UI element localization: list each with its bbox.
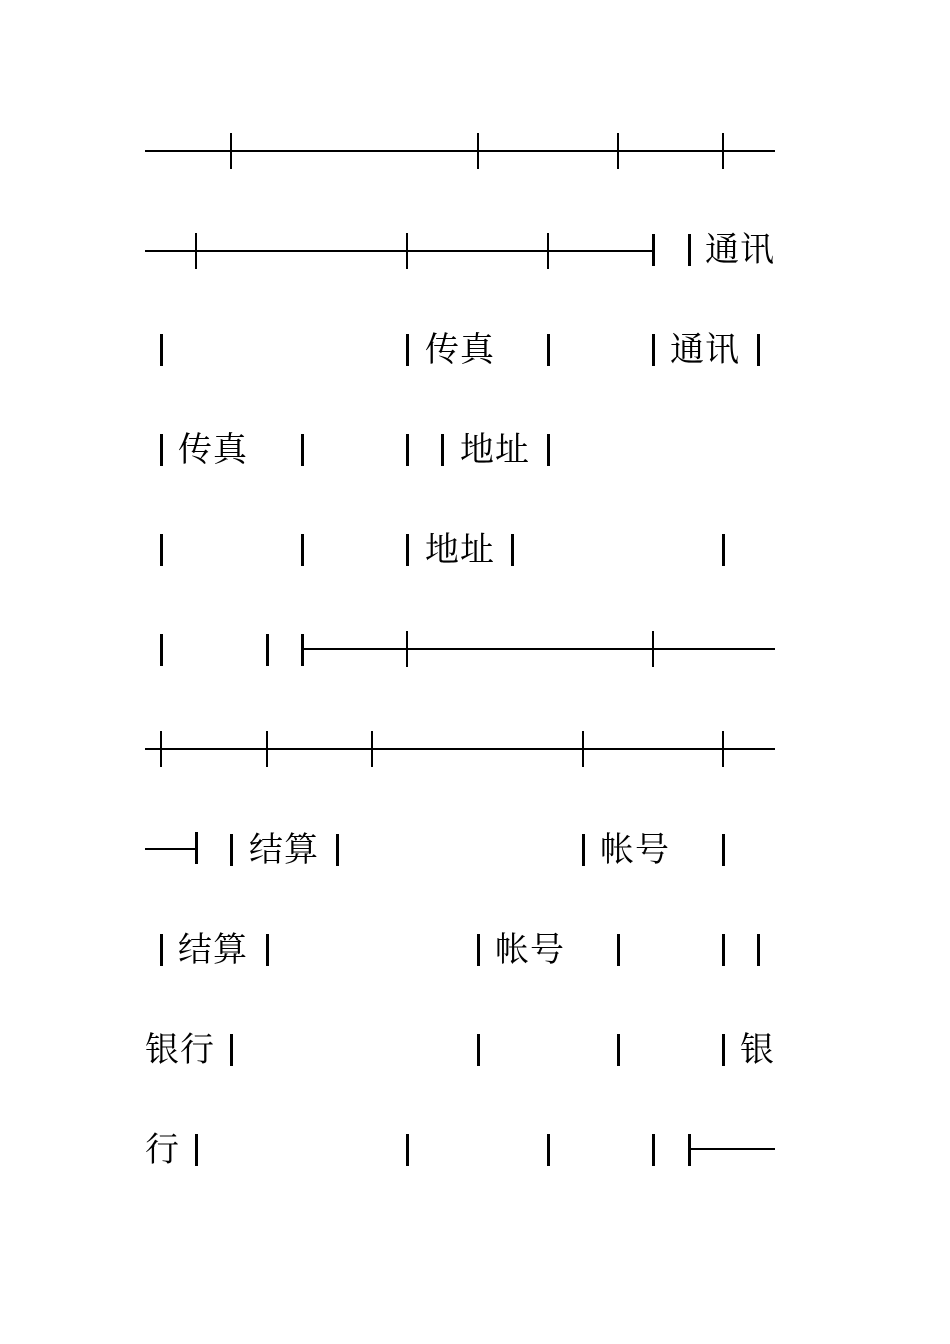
cell-border	[230, 834, 233, 866]
field-label-correspondence: 通讯	[670, 330, 740, 370]
table-rule	[145, 748, 775, 750]
cell-border	[160, 634, 163, 666]
field-label-bank-part: 银	[740, 1030, 775, 1070]
cell-border	[406, 334, 409, 366]
cell-border	[477, 934, 480, 966]
cell-border	[722, 934, 725, 966]
cell-border	[406, 1134, 409, 1166]
table-rule	[689, 1148, 775, 1150]
cell-border	[757, 934, 760, 966]
field-label-bank-part: 行	[145, 1130, 180, 1170]
field-label-settlement: 结算	[249, 830, 319, 870]
cell-border	[406, 434, 409, 466]
cell-border	[195, 832, 198, 864]
cell-border	[617, 934, 620, 966]
cell-border	[160, 334, 163, 366]
cell-border	[617, 1034, 620, 1066]
field-label-account: 帐号	[600, 830, 670, 870]
cell-border	[652, 234, 655, 266]
field-label-address: 地址	[425, 530, 495, 570]
cell-border	[477, 1034, 480, 1066]
table-rule-tick	[547, 233, 549, 269]
table-rule-tick	[230, 133, 232, 169]
cell-border	[511, 534, 514, 566]
cell-border	[301, 634, 304, 666]
cell-border	[652, 334, 655, 366]
field-label-bank: 银行	[145, 1030, 215, 1070]
table-rule-tick	[406, 233, 408, 269]
field-label-settlement: 结算	[178, 930, 248, 970]
table-rule-tick	[722, 133, 724, 169]
table-rule-tick	[266, 731, 268, 767]
table-rule	[145, 250, 653, 252]
field-label-correspondence: 通讯	[705, 230, 775, 270]
cell-border	[547, 334, 550, 366]
cell-border	[336, 834, 339, 866]
field-label-address: 地址	[460, 430, 530, 470]
table-rule	[302, 648, 775, 650]
table-rule-tick	[195, 233, 197, 269]
cell-border	[160, 934, 163, 966]
table-rule-tick	[371, 731, 373, 767]
cell-border	[688, 1134, 691, 1166]
cell-border	[722, 834, 725, 866]
cell-border	[441, 434, 444, 466]
table-rule-tick	[477, 133, 479, 169]
cell-border	[722, 1034, 725, 1066]
table-rule-tick	[582, 731, 584, 767]
cell-border	[757, 334, 760, 366]
table-rule-tick	[652, 631, 654, 667]
cell-border	[301, 534, 304, 566]
cell-border	[301, 434, 304, 466]
cell-border	[547, 434, 550, 466]
cell-border	[160, 434, 163, 466]
cell-border	[406, 534, 409, 566]
cell-border	[195, 1134, 198, 1166]
cell-border	[547, 1134, 550, 1166]
cell-border	[582, 834, 585, 866]
cell-border	[688, 234, 691, 266]
table-rule	[145, 150, 775, 152]
cell-border	[230, 1034, 233, 1066]
table-rule-tick	[160, 731, 162, 767]
table-rule-tick	[406, 631, 408, 667]
field-label-fax: 传真	[178, 430, 248, 470]
table-rule-tick	[617, 133, 619, 169]
cell-border	[652, 1134, 655, 1166]
cell-border	[160, 534, 163, 566]
table-rule-tick	[722, 731, 724, 767]
field-label-fax: 传真	[425, 330, 495, 370]
cell-border	[266, 934, 269, 966]
cell-border	[266, 634, 269, 666]
cell-border	[722, 534, 725, 566]
field-label-account: 帐号	[495, 930, 565, 970]
table-rule	[145, 848, 197, 850]
